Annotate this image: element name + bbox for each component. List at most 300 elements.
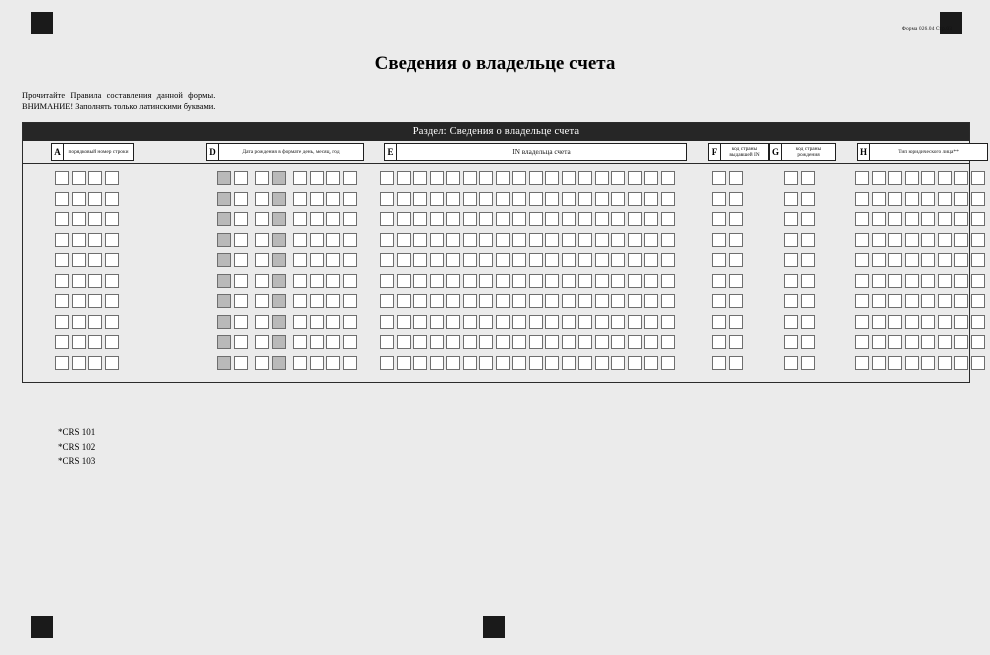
input-box-e[interactable]: [562, 335, 576, 349]
input-box-e[interactable]: [463, 212, 477, 226]
input-box-e[interactable]: [644, 212, 658, 226]
input-box-e[interactable]: [661, 253, 675, 267]
input-box-a[interactable]: [72, 192, 86, 206]
input-box-e[interactable]: [512, 294, 526, 308]
input-box-d[interactable]: [326, 294, 340, 308]
input-box-e[interactable]: [644, 253, 658, 267]
input-box-e[interactable]: [413, 192, 427, 206]
input-box-a[interactable]: [72, 171, 86, 185]
input-box-a[interactable]: [55, 192, 69, 206]
input-box-e[interactable]: [661, 356, 675, 370]
input-box-e[interactable]: [529, 294, 543, 308]
input-box-g[interactable]: [801, 315, 815, 329]
input-box-d[interactable]: [255, 315, 269, 329]
input-box-e[interactable]: [628, 233, 642, 247]
input-box-h[interactable]: [954, 212, 968, 226]
input-box-d[interactable]: [326, 356, 340, 370]
input-box-f[interactable]: [712, 233, 726, 247]
input-box-e[interactable]: [545, 274, 559, 288]
input-box-h[interactable]: [971, 315, 985, 329]
input-box-e[interactable]: [562, 315, 576, 329]
input-box-e[interactable]: [595, 171, 609, 185]
input-box-e[interactable]: [529, 171, 543, 185]
input-box-h[interactable]: [954, 233, 968, 247]
input-box-d[interactable]: [217, 192, 231, 206]
input-box-e[interactable]: [479, 315, 493, 329]
input-box-a[interactable]: [88, 294, 102, 308]
input-box-e[interactable]: [628, 212, 642, 226]
input-box-e[interactable]: [529, 315, 543, 329]
input-box-e[interactable]: [463, 294, 477, 308]
input-box-e[interactable]: [545, 294, 559, 308]
input-box-e[interactable]: [644, 294, 658, 308]
input-box-e[interactable]: [595, 253, 609, 267]
input-box-e[interactable]: [512, 233, 526, 247]
input-box-d[interactable]: [326, 274, 340, 288]
input-box-h[interactable]: [954, 294, 968, 308]
input-box-e[interactable]: [479, 253, 493, 267]
input-box-a[interactable]: [55, 274, 69, 288]
input-box-d[interactable]: [343, 212, 357, 226]
input-box-g[interactable]: [801, 294, 815, 308]
input-box-h[interactable]: [971, 356, 985, 370]
input-box-e[interactable]: [545, 212, 559, 226]
input-box-d[interactable]: [310, 356, 324, 370]
input-box-a[interactable]: [105, 212, 119, 226]
input-box-d[interactable]: [343, 294, 357, 308]
input-box-e[interactable]: [413, 171, 427, 185]
input-box-h[interactable]: [888, 315, 902, 329]
input-box-h[interactable]: [954, 315, 968, 329]
input-box-f[interactable]: [729, 212, 743, 226]
input-box-h[interactable]: [971, 335, 985, 349]
input-box-h[interactable]: [855, 212, 869, 226]
input-box-e[interactable]: [628, 274, 642, 288]
input-box-g[interactable]: [801, 356, 815, 370]
input-box-e[interactable]: [430, 294, 444, 308]
input-box-e[interactable]: [661, 212, 675, 226]
input-box-f[interactable]: [729, 253, 743, 267]
input-box-a[interactable]: [105, 294, 119, 308]
input-box-d[interactable]: [272, 315, 286, 329]
input-box-e[interactable]: [496, 233, 510, 247]
input-box-e[interactable]: [413, 253, 427, 267]
input-box-h[interactable]: [888, 171, 902, 185]
input-box-d[interactable]: [293, 294, 307, 308]
input-box-d[interactable]: [217, 335, 231, 349]
input-box-d[interactable]: [326, 212, 340, 226]
input-box-d[interactable]: [234, 171, 248, 185]
input-box-e[interactable]: [463, 253, 477, 267]
input-box-h[interactable]: [971, 274, 985, 288]
input-box-h[interactable]: [855, 171, 869, 185]
input-box-h[interactable]: [938, 253, 952, 267]
input-box-e[interactable]: [380, 192, 394, 206]
input-box-h[interactable]: [938, 356, 952, 370]
input-box-h[interactable]: [855, 192, 869, 206]
input-box-e[interactable]: [595, 274, 609, 288]
input-box-e[interactable]: [512, 171, 526, 185]
input-box-h[interactable]: [855, 233, 869, 247]
input-box-e[interactable]: [611, 335, 625, 349]
input-box-h[interactable]: [938, 335, 952, 349]
input-box-a[interactable]: [105, 192, 119, 206]
input-box-e[interactable]: [562, 212, 576, 226]
input-box-a[interactable]: [88, 274, 102, 288]
input-box-e[interactable]: [446, 294, 460, 308]
input-box-h[interactable]: [872, 335, 886, 349]
input-box-h[interactable]: [855, 315, 869, 329]
input-box-a[interactable]: [88, 171, 102, 185]
input-box-e[interactable]: [644, 192, 658, 206]
input-box-h[interactable]: [921, 274, 935, 288]
input-box-e[interactable]: [595, 192, 609, 206]
input-box-f[interactable]: [712, 212, 726, 226]
input-box-d[interactable]: [272, 356, 286, 370]
input-box-d[interactable]: [343, 274, 357, 288]
input-box-d[interactable]: [326, 335, 340, 349]
input-box-d[interactable]: [293, 335, 307, 349]
input-box-h[interactable]: [938, 171, 952, 185]
input-box-e[interactable]: [446, 274, 460, 288]
input-box-d[interactable]: [217, 274, 231, 288]
input-box-e[interactable]: [512, 253, 526, 267]
input-box-e[interactable]: [644, 315, 658, 329]
input-box-e[interactable]: [496, 253, 510, 267]
input-box-h[interactable]: [938, 274, 952, 288]
input-box-h[interactable]: [921, 294, 935, 308]
input-box-f[interactable]: [712, 192, 726, 206]
input-box-d[interactable]: [326, 192, 340, 206]
input-box-e[interactable]: [463, 192, 477, 206]
input-box-f[interactable]: [712, 171, 726, 185]
input-box-d[interactable]: [343, 233, 357, 247]
input-box-e[interactable]: [628, 171, 642, 185]
input-box-e[interactable]: [512, 335, 526, 349]
input-box-e[interactable]: [545, 233, 559, 247]
input-box-h[interactable]: [938, 315, 952, 329]
input-box-f[interactable]: [729, 171, 743, 185]
input-box-e[interactable]: [463, 233, 477, 247]
input-box-e[interactable]: [529, 356, 543, 370]
input-box-a[interactable]: [72, 356, 86, 370]
input-box-d[interactable]: [343, 335, 357, 349]
input-box-e[interactable]: [578, 171, 592, 185]
input-box-e[interactable]: [430, 212, 444, 226]
input-box-e[interactable]: [397, 356, 411, 370]
input-box-d[interactable]: [310, 294, 324, 308]
input-box-e[interactable]: [595, 233, 609, 247]
input-box-e[interactable]: [578, 233, 592, 247]
input-box-e[interactable]: [611, 274, 625, 288]
input-box-e[interactable]: [661, 315, 675, 329]
input-box-d[interactable]: [310, 335, 324, 349]
input-box-e[interactable]: [661, 233, 675, 247]
input-box-d[interactable]: [234, 335, 248, 349]
input-box-h[interactable]: [921, 171, 935, 185]
input-box-a[interactable]: [72, 233, 86, 247]
input-box-h[interactable]: [938, 192, 952, 206]
input-box-d[interactable]: [234, 274, 248, 288]
input-box-h[interactable]: [872, 192, 886, 206]
input-box-d[interactable]: [255, 294, 269, 308]
input-box-g[interactable]: [801, 233, 815, 247]
input-box-h[interactable]: [921, 315, 935, 329]
input-box-e[interactable]: [529, 233, 543, 247]
input-box-e[interactable]: [397, 315, 411, 329]
input-box-h[interactable]: [971, 233, 985, 247]
input-box-h[interactable]: [971, 192, 985, 206]
input-box-f[interactable]: [729, 335, 743, 349]
input-box-d[interactable]: [343, 315, 357, 329]
input-box-g[interactable]: [801, 171, 815, 185]
input-box-d[interactable]: [310, 315, 324, 329]
input-box-e[interactable]: [463, 335, 477, 349]
input-box-e[interactable]: [562, 356, 576, 370]
input-box-d[interactable]: [255, 212, 269, 226]
input-box-e[interactable]: [545, 315, 559, 329]
input-box-g[interactable]: [784, 356, 798, 370]
input-box-e[interactable]: [611, 315, 625, 329]
input-box-e[interactable]: [661, 274, 675, 288]
input-box-e[interactable]: [512, 212, 526, 226]
input-box-e[interactable]: [479, 171, 493, 185]
input-box-f[interactable]: [729, 233, 743, 247]
input-box-e[interactable]: [578, 294, 592, 308]
input-box-a[interactable]: [88, 212, 102, 226]
input-box-e[interactable]: [430, 315, 444, 329]
input-box-e[interactable]: [545, 192, 559, 206]
input-box-d[interactable]: [272, 294, 286, 308]
input-box-d[interactable]: [217, 233, 231, 247]
input-box-e[interactable]: [628, 253, 642, 267]
input-box-e[interactable]: [562, 294, 576, 308]
input-box-e[interactable]: [413, 274, 427, 288]
input-box-e[interactable]: [545, 356, 559, 370]
input-box-d[interactable]: [293, 274, 307, 288]
input-box-e[interactable]: [446, 253, 460, 267]
input-box-g[interactable]: [801, 253, 815, 267]
input-box-e[interactable]: [661, 335, 675, 349]
input-box-e[interactable]: [479, 294, 493, 308]
input-box-e[interactable]: [512, 356, 526, 370]
input-box-e[interactable]: [430, 192, 444, 206]
input-box-h[interactable]: [855, 274, 869, 288]
input-box-e[interactable]: [611, 253, 625, 267]
input-box-e[interactable]: [397, 212, 411, 226]
input-box-e[interactable]: [595, 212, 609, 226]
input-box-d[interactable]: [272, 253, 286, 267]
input-box-a[interactable]: [55, 212, 69, 226]
input-box-e[interactable]: [578, 253, 592, 267]
input-box-h[interactable]: [971, 294, 985, 308]
input-box-e[interactable]: [413, 233, 427, 247]
input-box-e[interactable]: [578, 335, 592, 349]
input-box-h[interactable]: [905, 356, 919, 370]
input-box-d[interactable]: [293, 253, 307, 267]
input-box-e[interactable]: [611, 233, 625, 247]
input-box-e[interactable]: [446, 356, 460, 370]
input-box-h[interactable]: [905, 315, 919, 329]
input-box-e[interactable]: [496, 274, 510, 288]
input-box-h[interactable]: [888, 253, 902, 267]
input-box-e[interactable]: [463, 171, 477, 185]
input-box-e[interactable]: [446, 233, 460, 247]
input-box-e[interactable]: [595, 356, 609, 370]
input-box-e[interactable]: [413, 315, 427, 329]
input-box-e[interactable]: [463, 315, 477, 329]
input-box-e[interactable]: [397, 294, 411, 308]
input-box-h[interactable]: [872, 315, 886, 329]
input-box-h[interactable]: [905, 233, 919, 247]
input-box-h[interactable]: [888, 212, 902, 226]
input-box-e[interactable]: [380, 294, 394, 308]
input-box-e[interactable]: [430, 171, 444, 185]
input-box-e[interactable]: [545, 335, 559, 349]
input-box-a[interactable]: [55, 294, 69, 308]
input-box-h[interactable]: [905, 192, 919, 206]
input-box-f[interactable]: [729, 356, 743, 370]
input-box-a[interactable]: [105, 274, 119, 288]
input-box-g[interactable]: [784, 335, 798, 349]
input-box-e[interactable]: [397, 233, 411, 247]
input-box-h[interactable]: [971, 253, 985, 267]
input-box-d[interactable]: [343, 171, 357, 185]
input-box-e[interactable]: [578, 315, 592, 329]
input-box-e[interactable]: [628, 192, 642, 206]
input-box-e[interactable]: [611, 356, 625, 370]
input-box-e[interactable]: [380, 356, 394, 370]
input-box-h[interactable]: [921, 356, 935, 370]
input-box-a[interactable]: [55, 335, 69, 349]
input-box-e[interactable]: [562, 171, 576, 185]
input-box-e[interactable]: [529, 253, 543, 267]
input-box-a[interactable]: [55, 356, 69, 370]
input-box-d[interactable]: [343, 253, 357, 267]
input-box-e[interactable]: [397, 253, 411, 267]
input-box-a[interactable]: [88, 253, 102, 267]
input-box-d[interactable]: [234, 192, 248, 206]
input-box-e[interactable]: [529, 274, 543, 288]
input-box-e[interactable]: [413, 335, 427, 349]
input-box-d[interactable]: [234, 212, 248, 226]
input-box-e[interactable]: [446, 315, 460, 329]
input-box-a[interactable]: [88, 233, 102, 247]
input-box-d[interactable]: [272, 274, 286, 288]
input-box-d[interactable]: [217, 212, 231, 226]
input-box-e[interactable]: [611, 294, 625, 308]
input-box-h[interactable]: [855, 356, 869, 370]
input-box-g[interactable]: [801, 335, 815, 349]
input-box-h[interactable]: [954, 171, 968, 185]
input-box-h[interactable]: [971, 212, 985, 226]
input-box-h[interactable]: [921, 192, 935, 206]
input-box-e[interactable]: [380, 274, 394, 288]
input-box-e[interactable]: [512, 192, 526, 206]
input-box-f[interactable]: [712, 294, 726, 308]
input-box-h[interactable]: [938, 212, 952, 226]
input-box-g[interactable]: [784, 294, 798, 308]
input-box-h[interactable]: [888, 294, 902, 308]
input-box-h[interactable]: [888, 274, 902, 288]
input-box-h[interactable]: [888, 356, 902, 370]
input-box-g[interactable]: [784, 192, 798, 206]
input-box-f[interactable]: [729, 315, 743, 329]
input-box-g[interactable]: [801, 192, 815, 206]
input-box-e[interactable]: [380, 171, 394, 185]
input-box-a[interactable]: [88, 356, 102, 370]
input-box-h[interactable]: [872, 356, 886, 370]
input-box-e[interactable]: [380, 335, 394, 349]
input-box-h[interactable]: [872, 233, 886, 247]
input-box-d[interactable]: [255, 274, 269, 288]
input-box-d[interactable]: [293, 192, 307, 206]
input-box-h[interactable]: [872, 212, 886, 226]
input-box-e[interactable]: [628, 356, 642, 370]
input-box-e[interactable]: [496, 212, 510, 226]
input-box-e[interactable]: [644, 356, 658, 370]
input-box-a[interactable]: [72, 253, 86, 267]
input-box-e[interactable]: [479, 356, 493, 370]
input-box-d[interactable]: [217, 253, 231, 267]
input-box-d[interactable]: [310, 212, 324, 226]
input-box-d[interactable]: [326, 233, 340, 247]
input-box-e[interactable]: [529, 335, 543, 349]
input-box-e[interactable]: [413, 294, 427, 308]
input-box-d[interactable]: [217, 294, 231, 308]
input-box-h[interactable]: [954, 274, 968, 288]
input-box-a[interactable]: [55, 315, 69, 329]
input-box-e[interactable]: [496, 171, 510, 185]
input-box-h[interactable]: [954, 356, 968, 370]
input-box-e[interactable]: [628, 294, 642, 308]
input-box-e[interactable]: [512, 274, 526, 288]
input-box-h[interactable]: [921, 253, 935, 267]
input-box-e[interactable]: [661, 171, 675, 185]
input-box-e[interactable]: [578, 356, 592, 370]
input-box-g[interactable]: [801, 274, 815, 288]
input-box-e[interactable]: [496, 294, 510, 308]
input-box-h[interactable]: [921, 233, 935, 247]
input-box-a[interactable]: [72, 315, 86, 329]
input-box-d[interactable]: [272, 233, 286, 247]
input-box-h[interactable]: [905, 274, 919, 288]
input-box-d[interactable]: [293, 171, 307, 185]
input-box-h[interactable]: [905, 253, 919, 267]
input-box-e[interactable]: [430, 335, 444, 349]
input-box-h[interactable]: [888, 192, 902, 206]
input-box-d[interactable]: [255, 253, 269, 267]
input-box-e[interactable]: [644, 233, 658, 247]
input-box-e[interactable]: [512, 315, 526, 329]
input-box-g[interactable]: [784, 233, 798, 247]
input-box-a[interactable]: [88, 315, 102, 329]
input-box-e[interactable]: [562, 192, 576, 206]
input-box-e[interactable]: [430, 274, 444, 288]
input-box-a[interactable]: [72, 335, 86, 349]
input-box-h[interactable]: [954, 253, 968, 267]
input-box-d[interactable]: [234, 356, 248, 370]
input-box-e[interactable]: [578, 192, 592, 206]
input-box-e[interactable]: [380, 315, 394, 329]
input-box-d[interactable]: [310, 171, 324, 185]
input-box-e[interactable]: [446, 192, 460, 206]
input-box-d[interactable]: [293, 233, 307, 247]
input-box-e[interactable]: [380, 233, 394, 247]
input-box-h[interactable]: [855, 253, 869, 267]
input-box-g[interactable]: [784, 315, 798, 329]
input-box-e[interactable]: [644, 171, 658, 185]
